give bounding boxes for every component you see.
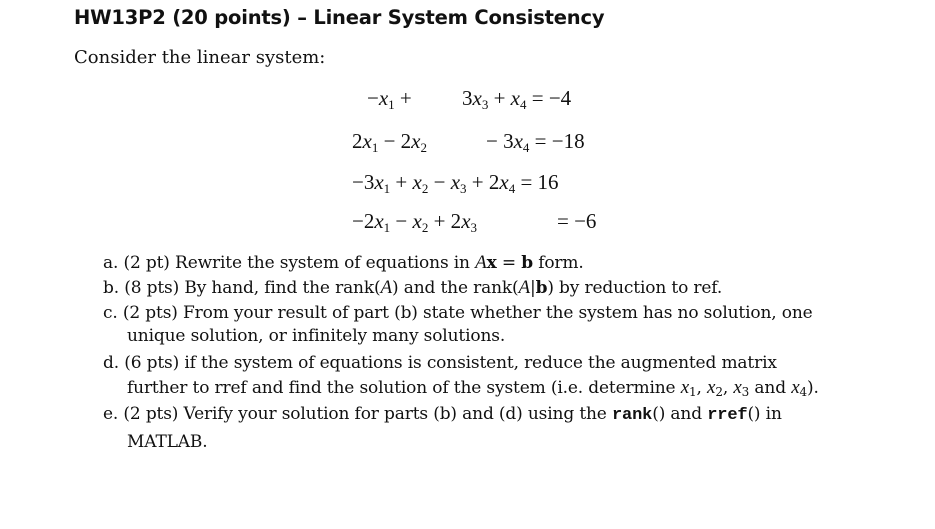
part-b: b. (8 pts) By hand, find the rank(A) and the rank(A|b) by reduction to ref. (103, 277, 723, 298)
equation-2-left: $2x_1 - 2x_2$ (352, 129, 427, 155)
equation-4-right: = −6 (557, 209, 597, 233)
part-c-line-1: c. (2 pts) From your result of part (b) state whether the system has no solution, one (103, 303, 813, 323)
part-a: a. (2 pt) Rewrite the system of equations in Ax = b form. (103, 252, 584, 273)
part-d-line-2: further to rref and find the solution of the system (i.e. determine $x_1$, $x_2$, $x_3$ and $x_4$). (127, 377, 819, 399)
part-c-line-2: unique solution, or infinitely many solutions. (127, 326, 506, 346)
equation-1-right: $3x_3 + x_4 = -4$ (462, 86, 572, 112)
equation-3: $-3x_1 + x_2 - x_3 + 2x_4 = 16$ (352, 170, 559, 196)
part-d-line-2-text: further to rref and find the solution of the system (i.e. determine (127, 378, 676, 398)
part-d-line-1: d. (6 pts) if the system of equations is consistent, reduce the augmented matrix (103, 353, 777, 373)
intro-text: Consider the linear system: (74, 47, 326, 68)
part-e-line-1-text: e. (2 pts) Verify your solution for parts (b) and (d) using the (103, 404, 607, 424)
part-b-text: b. (8 pts) By hand, find the rank( (103, 278, 381, 298)
part-a-text: a. (2 pt) Rewrite the system of equations in (103, 253, 470, 273)
equation-4-left: $-2x_1 - x_2 + 2x_3$ (352, 209, 478, 235)
part-e-line-2: MATLAB. (127, 432, 208, 452)
page-title: HW13P2 (20 points) – Linear System Consistency (74, 6, 605, 29)
equation-2-right: − $3x_4 = -18$ (486, 129, 585, 155)
equation-1-left: $-x_1$ + (367, 86, 412, 112)
part-e-line-1: e. (2 pts) Verify your solution for parts (b) and (d) using the rank() and rref() in (103, 404, 782, 425)
